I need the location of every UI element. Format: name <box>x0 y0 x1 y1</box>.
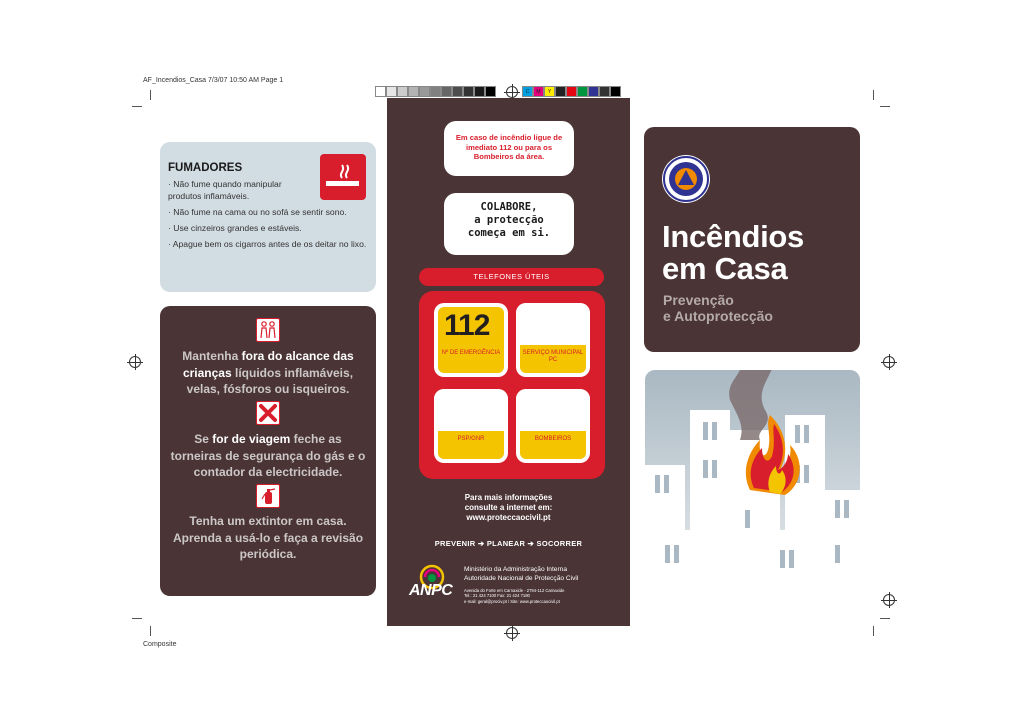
extinguisher-icon <box>256 484 280 508</box>
address-line: Avenida do Forte em Carnaxide - 2794-112 Carnaxide <box>464 588 565 593</box>
smokers-item: · Não fume quando manipular produtos inflamáveis. <box>168 179 282 201</box>
tip-text-part: Tenha um extintor em casa. Aprenda a usá-lo e faça a revisão periódica. <box>172 514 364 561</box>
cover-title-box <box>644 127 860 352</box>
phone-number: 112 <box>444 309 490 342</box>
grey-swatch <box>375 86 386 97</box>
color-swatch: Y <box>544 86 555 97</box>
grey-swatch <box>430 86 441 97</box>
organization-name <box>464 566 578 583</box>
motto: PREVENIR ➔ PLANEAR ➔ SOCORRER <box>434 539 583 548</box>
tip-text-part: Mantenha <box>182 349 242 363</box>
registration-mark-left <box>129 356 141 368</box>
address-line: e-mail: geral@prociv.pt / Site: www.proteccaocivil.pt <box>464 598 560 604</box>
tip-text-bold: fora do alcance das crianças <box>182 349 354 380</box>
crop-mark <box>880 106 890 107</box>
tip-text-part: feche as torneiras de segurança do gás e o contador da electricidade. <box>170 432 366 479</box>
safety-tips-box <box>160 306 376 596</box>
color-swatch: C <box>522 86 533 97</box>
tip-text-bold: for de viagem <box>212 432 291 446</box>
cover-subtitle-line: e Autoprotecção <box>663 308 773 324</box>
phone-write-area <box>434 389 508 431</box>
collaborate-line: a protecção <box>474 214 544 226</box>
crop-mark <box>150 626 151 636</box>
tip-extinguisher <box>170 513 366 563</box>
grey-swatch-bar <box>375 86 496 97</box>
color-swatch: M <box>533 86 544 97</box>
phone-label: Nº DE EMERGÊNCIA <box>441 350 501 356</box>
cover-subtitle <box>663 292 773 324</box>
crop-mark <box>880 618 890 619</box>
crop-mark <box>873 90 874 100</box>
organization-line: Ministério da Administração Interna <box>464 566 567 573</box>
crop-mark <box>873 626 874 636</box>
grey-swatch <box>474 86 485 97</box>
tip-text-part: líquidos inflamáveis, velas, fósforos ou isqueiros. <box>186 365 354 396</box>
smokers-item: · Não fume na cama ou no sofá se sentir sono. <box>168 207 347 217</box>
phone-label: BOMBEIROS <box>534 436 572 442</box>
crop-mark <box>150 90 151 100</box>
phones-grid <box>419 291 605 479</box>
useful-phones-title: TELEFONES ÚTEIS <box>419 268 604 286</box>
grey-swatch <box>463 86 474 97</box>
print-footer: Composite <box>143 641 177 648</box>
more-info <box>387 493 630 523</box>
phone-label: PSP/GNR <box>457 436 485 442</box>
cover-subtitle-line: Prevenção <box>663 292 734 308</box>
cover-title-line: Incêndios <box>662 219 804 254</box>
children-icon <box>256 318 280 342</box>
grey-swatch <box>386 86 397 97</box>
color-swatch <box>599 86 610 97</box>
crop-mark <box>132 618 142 619</box>
tip-text-part: Se <box>194 432 213 446</box>
more-info-line: Para mais informações <box>464 493 553 502</box>
cover-title <box>662 221 804 285</box>
color-swatch <box>577 86 588 97</box>
no-smoking-icon <box>320 154 366 200</box>
phone-label: SERVIÇO MUNICIPAL PC <box>522 350 584 363</box>
phone-card-police <box>434 389 508 463</box>
organization-address <box>464 588 564 604</box>
anpc-logo-text: ANPC <box>409 582 453 599</box>
phone-card-emergency <box>434 303 508 377</box>
website-link[interactable]: www.proteccaocivil.pt <box>466 513 551 522</box>
grey-swatch <box>397 86 408 97</box>
phone-write-area <box>516 303 590 345</box>
phone-card-municipal <box>516 303 590 377</box>
tip-travel <box>170 431 366 481</box>
collaborate-line: COLABORE, <box>480 201 538 213</box>
print-slug: AF_Incendios_Casa 7/3/07 10:50 AM Page 1 <box>143 77 284 84</box>
emergency-alert-bubble <box>444 121 574 176</box>
grey-swatch <box>408 86 419 97</box>
smokers-item: · Apague bem os cigarros antes de os deitar no lixo. <box>168 239 367 249</box>
registration-mark-right-bottom <box>883 594 895 606</box>
collaborate-line: começa em si. <box>467 227 551 239</box>
color-swatch <box>566 86 577 97</box>
registration-mark-top <box>506 86 518 98</box>
civil-protection-seal-icon <box>662 155 710 203</box>
phone-card-firefighters <box>516 389 590 463</box>
crop-mark <box>132 106 142 107</box>
center-panel <box>387 98 630 626</box>
address-line: Tel.: 21 424 7100 Fax: 21 424 7180 <box>464 593 530 599</box>
grey-swatch <box>441 86 452 97</box>
collaborate-bubble <box>444 193 574 255</box>
tip-children <box>170 348 366 398</box>
smokers-item: · Use cinzeiros grandes e estáveis. <box>168 223 302 233</box>
smokers-title: FUMADORES <box>168 162 243 174</box>
color-swatch <box>610 86 621 97</box>
emergency-alert-text: Em caso de incêndio ligue de imediato 112 ou para os Bombeiros da área. <box>455 133 563 161</box>
registration-mark-right <box>883 356 895 368</box>
more-info-line: consulte a internet em: <box>464 503 553 512</box>
color-swatch <box>588 86 599 97</box>
grey-swatch <box>452 86 463 97</box>
grey-swatch <box>485 86 496 97</box>
cover-title-line: em Casa <box>662 251 788 286</box>
burning-city-illustration <box>645 370 860 594</box>
color-swatch <box>555 86 566 97</box>
color-swatch-bar <box>522 86 621 97</box>
registration-mark-bottom <box>506 627 518 639</box>
phone-write-area <box>516 389 590 431</box>
cross-icon <box>256 401 280 425</box>
grey-swatch <box>419 86 430 97</box>
organization-line: Autoridade Nacional de Protecção Civil <box>464 574 579 582</box>
